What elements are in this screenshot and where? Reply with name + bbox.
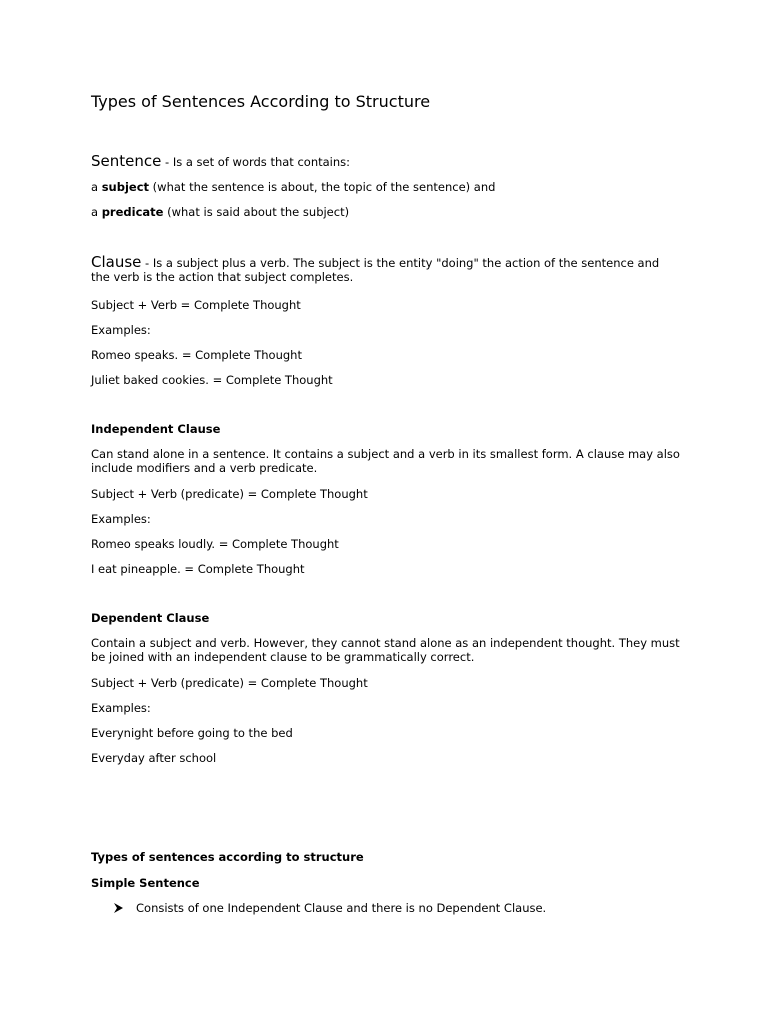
dependent-clause-formula: Subject + Verb (predicate) = Complete Thought xyxy=(91,676,368,690)
predicate-line-prefix: a xyxy=(91,205,102,219)
dependent-examples-label: Examples: xyxy=(91,701,151,715)
arrowhead-bullet-icon xyxy=(114,901,123,913)
predicate-line-text: (what is said about the subject) xyxy=(163,205,350,219)
dependent-clause-description: Contain a subject and verb. However, they cannot stand alone as an independent thought. They must be joined with an independent clause to be grammatically correct. xyxy=(91,636,680,664)
independent-example-2: I eat pineapple. = Complete Thought xyxy=(91,562,305,576)
dependent-clause-heading: Dependent Clause xyxy=(91,611,210,625)
clause-example-1: Romeo speaks. = Complete Thought xyxy=(91,348,302,362)
subject-line xyxy=(91,180,495,194)
independent-clause-description: Can stand alone in a sentence. It contains a subject and a verb in its smallest form. A clause may also include modifiers and a verb predicate. xyxy=(91,447,680,475)
clause-example-2: Juliet baked cookies. = Complete Thought xyxy=(91,373,333,387)
clause-definition-text: - Is a subject plus a verb. The subject is the entity "doing" the action of the sentence and the verb is the action that subject completes. xyxy=(91,256,660,284)
page-title: Types of Sentences According to Structure xyxy=(91,92,431,111)
subject-term: subject xyxy=(101,180,150,194)
sentence-definition xyxy=(91,152,350,171)
simple-sentence-bullet-1: Consists of one Independent Clause and there is no Dependent Clause. xyxy=(136,901,547,915)
types-heading: Types of sentences according to structure xyxy=(91,850,364,864)
predicate-line xyxy=(91,205,349,219)
dependent-example-2: Everyday after school xyxy=(91,751,217,765)
independent-clause-formula: Subject + Verb (predicate) = Complete Thought xyxy=(91,487,368,501)
clause-examples-label: Examples: xyxy=(91,323,151,337)
independent-examples-label: Examples: xyxy=(91,512,151,526)
subject-line-prefix: a xyxy=(91,180,102,194)
independent-example-1: Romeo speaks loudly. = Complete Thought xyxy=(91,537,339,551)
predicate-term: predicate xyxy=(101,205,164,219)
simple-sentence-heading: Simple Sentence xyxy=(91,876,200,890)
sentence-definition-text: - Is a set of words that contains: xyxy=(161,155,351,169)
dependent-example-1: Everynight before going to the bed xyxy=(91,726,293,740)
clause-term: Clause xyxy=(91,253,142,271)
clause-formula: Subject + Verb = Complete Thought xyxy=(91,298,301,312)
clause-definition xyxy=(91,255,681,284)
sentence-term: Sentence xyxy=(91,152,162,170)
subject-line-text: (what the sentence is about, the topic of the sentence) and xyxy=(149,180,496,194)
independent-clause-heading: Independent Clause xyxy=(91,422,221,436)
